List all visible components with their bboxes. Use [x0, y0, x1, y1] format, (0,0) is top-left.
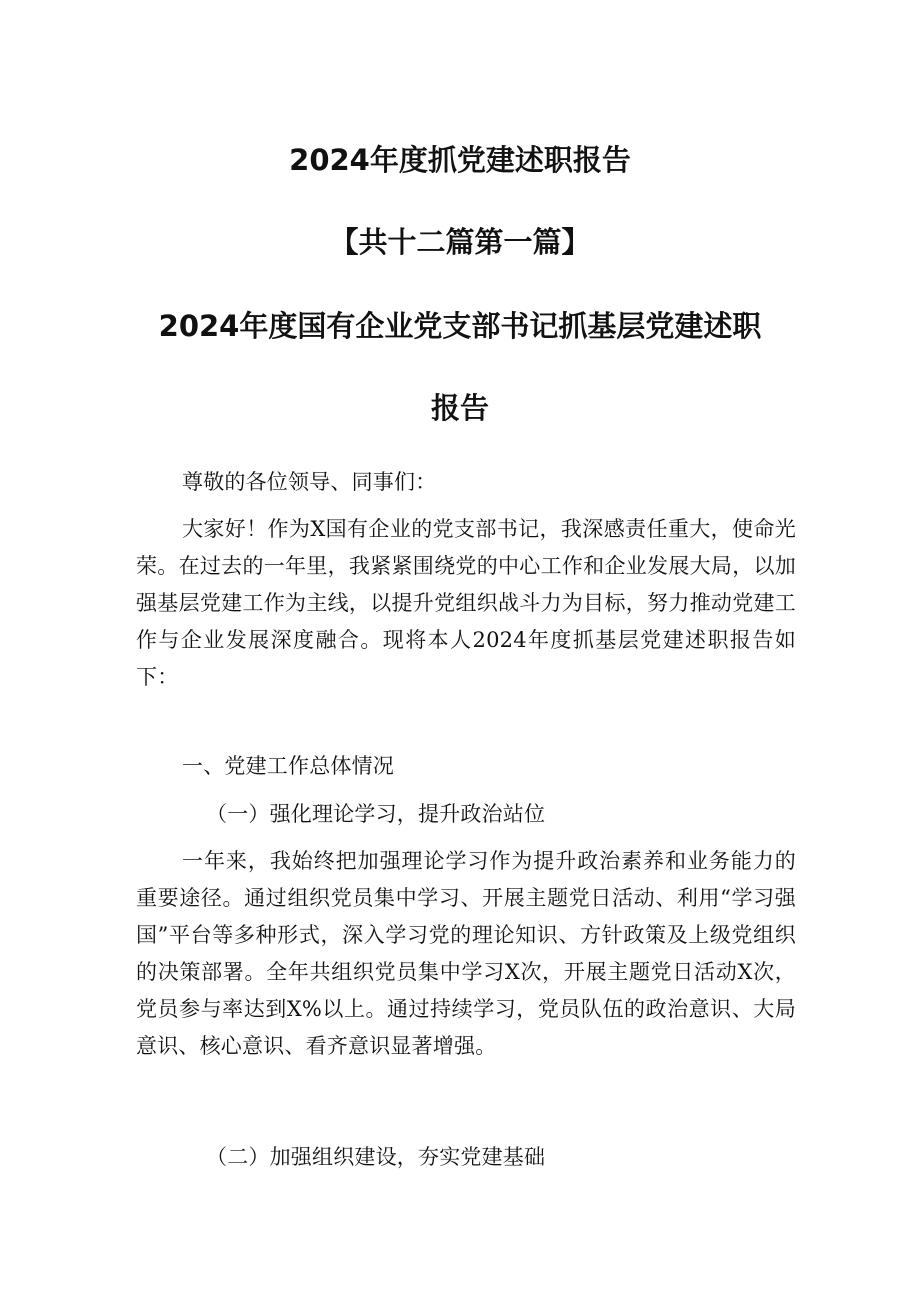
section-heading-1: 一、党建工作总体情况: [182, 754, 394, 778]
subtitle-line-1: 2024年度国有企业党支部书记抓基层党建述职: [158, 309, 762, 343]
subtitle-line-2: 报告: [430, 391, 489, 425]
greeting: 尊敬的各位领导、同事们：: [182, 470, 437, 494]
subsection-heading-2: （二）加强组织建设，夯实党建基础: [206, 1145, 546, 1169]
subsection-heading-1: （一）强化理论学习，提升政治站位: [206, 802, 546, 826]
document-title: 2024年度抓党建述职报告: [289, 143, 631, 177]
subsection-body-1: 一年来，我始终把加强理论学习作为提升政治素养和业务能力的重要途径。通过组织党员集中学习、开展主题党日活动、利用“学习强国”平台等多种形式，深入学习党的理论知识、方针政策及上级党组织的决策部署。全年共组织党员集中学习X次，开展主题党日活动X次，党员参与率达到X%以上。通过持续学习，党员队伍的政治意识、大局意识、核心意识、看齐意识显著增强。: [136, 849, 796, 1058]
part-label: 【共十二篇第一篇】: [329, 225, 591, 259]
intro-paragraph: 大家好！作为X国有企业的党支部书记，我深感责任重大，使命光荣。在过去的一年里，我紧紧围绕党的中心工作和企业发展大局，以加强基层党建工作为主线，以提升党组织战斗力为目标，努力推动党建工作与企业发展深度融合。现将本人2024年度抓基层党建述职报告如下：: [136, 517, 796, 689]
